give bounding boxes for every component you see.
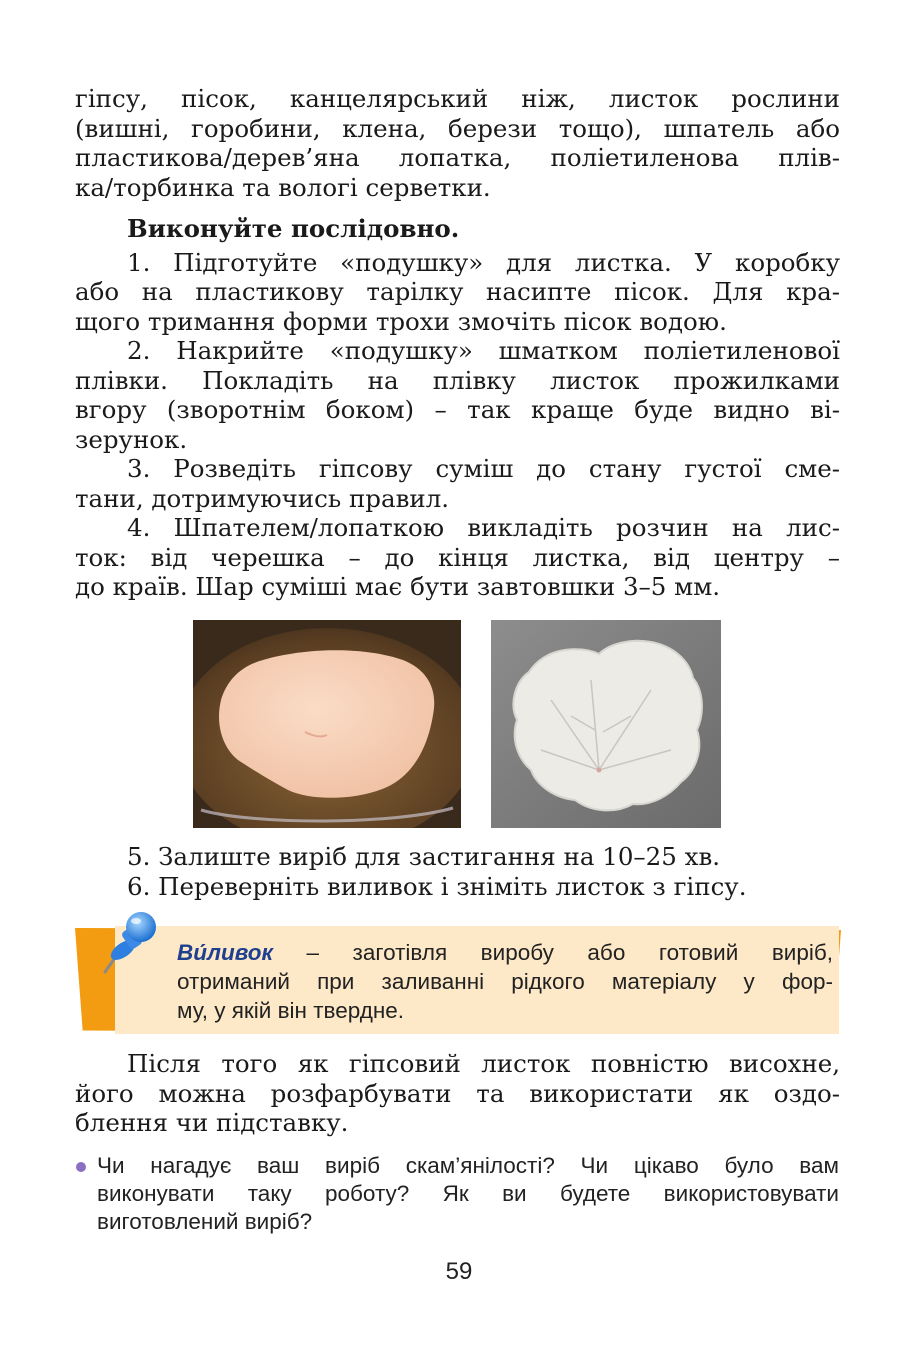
- instructions-heading: Виконуйте послідовно.: [127, 214, 460, 243]
- question-line: Чи нагадує ваш виріб скам’янілості? Чи цікаво було вам: [97, 1153, 839, 1178]
- definition-line-3: му, у якій він твердне.: [177, 998, 405, 1023]
- step-1-line: щого тримання форми трохи змочіть пісок водою.: [75, 306, 727, 336]
- steps-continued: [75, 842, 840, 901]
- closing-line: його можна розфарбувати та використати як оздо-: [75, 1078, 840, 1108]
- definition-text: [177, 938, 833, 1025]
- definition-line-1: – заготівля виробу або готовий виріб,: [272, 940, 833, 965]
- main-text: [75, 84, 840, 602]
- photo-plaster-on-sand: [193, 620, 461, 828]
- definition-box: [75, 918, 845, 1038]
- page-number: 59: [445, 1258, 473, 1285]
- pushpin-icon: [97, 910, 161, 980]
- intro-line: гіпсу, пісок, канцелярський ніж, листок рослини: [75, 84, 840, 113]
- bullet-dot-icon: [76, 1162, 86, 1172]
- step-4-line: 4. Шпателем/лопаткою викладіть розчин на лис-: [127, 513, 840, 542]
- intro-line: (вишні, горобини, клена, берези тощо), шпатель або: [75, 113, 840, 143]
- step-5: 5. Залиште виріб для застигання на 10–25 хв.: [127, 842, 721, 871]
- definition-line-2: отриманий при заливанні рідкого матеріалу у фор-: [177, 969, 833, 994]
- intro-line: пластикова/дерев’яна лопатка, поліетиленова плів-: [75, 143, 840, 172]
- photo-row: [193, 620, 723, 828]
- closing-line: Після того як гіпсовий листок повністю висохне,: [127, 1049, 840, 1078]
- step-1-line: або на пластикову тарілку насипте пісок. Для кра-: [75, 277, 840, 306]
- step-2-line: вгору (зворотнім боком) – так краще буде видно ві-: [75, 395, 840, 424]
- definition-line: [177, 938, 833, 967]
- step-4-line: ток: від черешка – до кінця листка, від центру –: [75, 542, 840, 572]
- photo-plaster-leaf: [491, 620, 721, 828]
- step-2-line: плівки. Покладіть на плівку листок прожилками: [75, 365, 840, 395]
- intro-line: ка/торбинка та вологі серветки.: [75, 172, 491, 202]
- step-2-line: зерунок.: [75, 424, 188, 454]
- step-6: 6. Переверніть виливок і зніміть листок з гіпсу.: [127, 871, 747, 901]
- reflection-question: [97, 1152, 839, 1236]
- closing-paragraph: [75, 1049, 840, 1138]
- question-line: виконувати таку роботу? Як ви будете використовувати: [97, 1181, 839, 1206]
- closing-line: блення чи підставку.: [75, 1108, 349, 1137]
- question-line: виготовлений виріб?: [97, 1209, 313, 1234]
- step-3-line: тани, дотримуючись правил.: [75, 483, 450, 513]
- step-2-line: 2. Накрийте «подушку» шматком поліетиленової: [127, 336, 840, 365]
- definition-term: Ви́ливок: [177, 940, 273, 965]
- step-1-line: 1. Підготуйте «подушку» для листка. У коробку: [127, 247, 840, 277]
- step-4-line: до країв. Шар суміші має бути завтовшки 3–5 мм.: [75, 572, 721, 601]
- step-3-line: 3. Розведіть гіпсову суміш до стану густої сме-: [127, 454, 840, 483]
